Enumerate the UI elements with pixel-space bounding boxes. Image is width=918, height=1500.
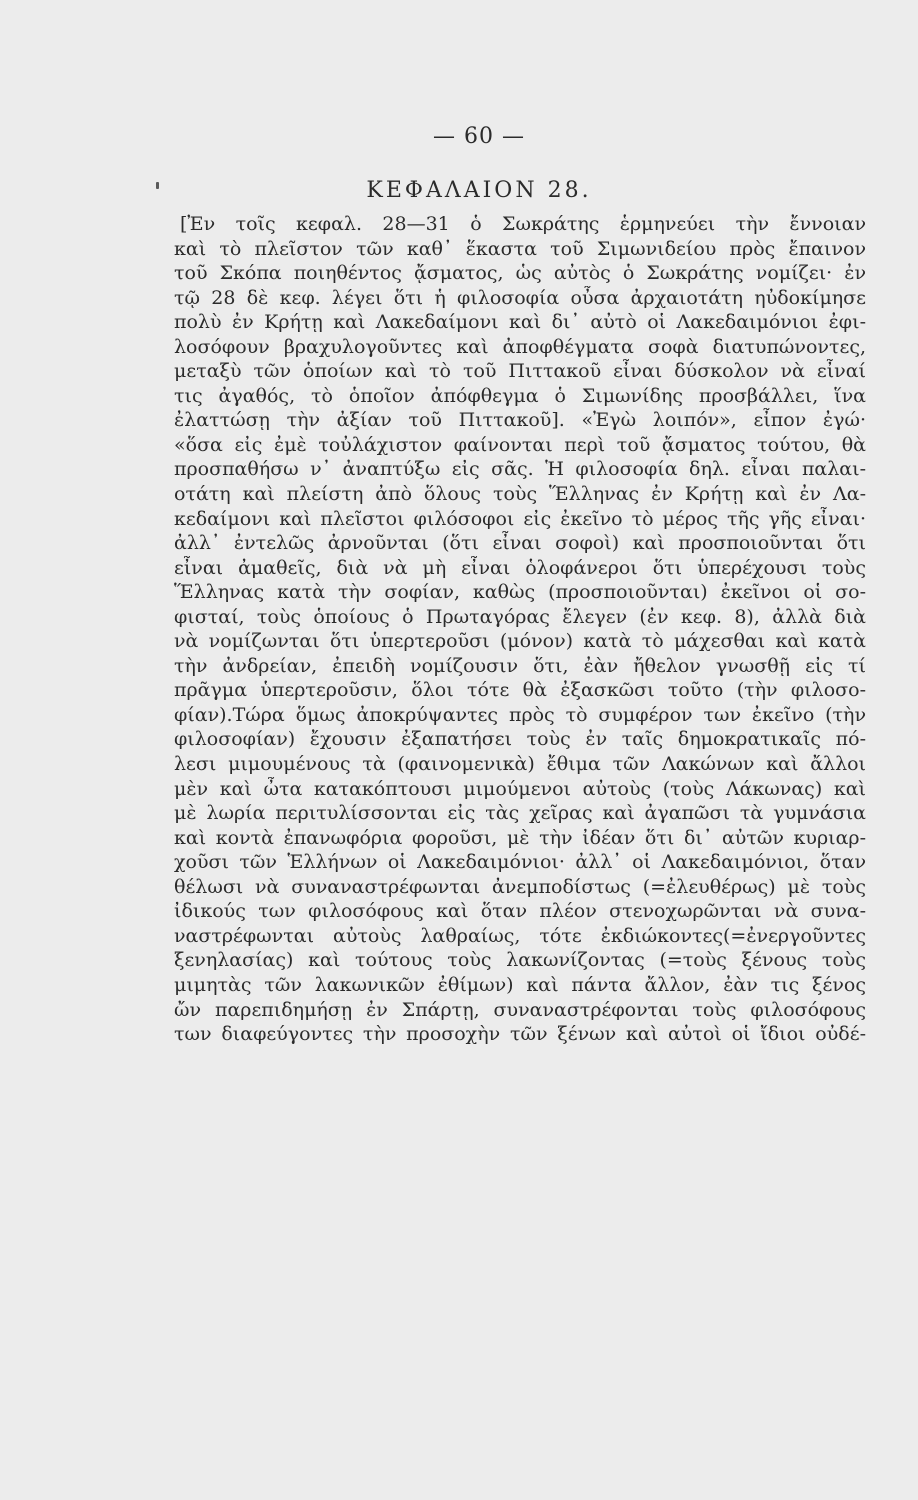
text-line: φιλοσοφίαν) ἔχουσιν ἐξαπατήσει τοὺς ἐν ταῖς δημοκρατικαῖς πό- <box>174 728 866 751</box>
text-line: πολὺ ἐν Κρήτῃ καὶ Λακεδαίμονι καὶ δι᾽ αὐτὸ οἱ Λακεδαιμόνιοι ἐφι- <box>174 311 866 334</box>
text-line: θέλωσι νὰ συναναστρέφωνται ἀνεμποδίστως (=ἐλευθέρως) μὲ τοὺς <box>174 875 866 898</box>
text-line: μιμητὰς τῶν λακωνικῶν ἐθίμων) καὶ πάντα ἄλλον, ἐὰν τις ξένος <box>174 973 866 996</box>
text-line: ἀλλ᾽ ἐντελῶς ἀρνοῦνται (ὅτι εἶναι σοφοὶ) καὶ προσποιοῦνται ὅτι <box>174 532 866 555</box>
text-line: καὶ κοντὰ ἐπανωφόρια φοροῦσι, μὲ τὴν ἰδέαν ὅτι δι᾽ αὐτῶν κυριαρ- <box>174 826 866 849</box>
text-line: χοῦσι τῶν Ἑλλήνων οἱ Λακεδαιμόνιοι· ἀλλ᾽ οἱ Λακεδαιμόνιοι, ὅταν <box>174 851 866 874</box>
text-line: μὲ λωρία περιτυλίσσονται εἰς τὰς χεῖρας καὶ ἀγαπῶσι τὰ γυμνάσια <box>174 802 866 825</box>
text-line: «ὅσα εἰς ἐμὲ τοὐλάχιστον φαίνονται περὶ τοῦ ᾄσματος τούτου, θὰ <box>174 433 866 456</box>
text-line: τις ἀγαθός, τὸ ὁποῖον ἀπόφθεγμα ὁ Σιμωνίδης προσβάλλει, ἵνα <box>174 384 866 407</box>
text-line: ἰδικούς των φιλοσόφους καὶ ὅταν πλέον στενοχωρῶνται νὰ συνα- <box>174 900 866 923</box>
text-line: φισταί, τοὺς ὁποίους ὁ Πρωταγόρας ἔλεγεν (ἐν κεφ. 8), ἀλλὰ διὰ <box>174 605 866 628</box>
text-line: προσπαθήσω ν᾽ ἀναπτύξω εἰς σᾶς. Ἡ φιλοσοφία δηλ. εἶναι παλαι- <box>174 458 866 481</box>
text-line: οτάτη καὶ πλείστη ἀπὸ ὅλους τοὺς Ἕλληνας ἐν Κρήτῃ καὶ ἐν Λα- <box>174 483 866 506</box>
text-line: τὴν ἀνδρείαν, ἐπειδὴ νομίζουσιν ὅτι, ἐὰν ἤθελον γνωσθῇ εἰς τί <box>174 654 866 677</box>
text-line: καὶ τὸ πλεῖστον τῶν καθ᾽ ἕκαστα τοῦ Σιμωνιδείου πρὸς ἔπαινον <box>174 237 866 260</box>
text-line: λεσι μιμουμένους τὰ (φαινομενικὰ) ἔθιμα τῶν Λακώνων καὶ ἄλλοι <box>174 753 866 776</box>
chapter-title: ΚΕΦΑΛΑΙΟΝ 28. <box>366 178 592 203</box>
text-line: τῷ 28 δὲ κεφ. λέγει ὅτι ἡ φιλοσοφία οὖσα ἀρχαιοτάτη ηὐδοκίμησε <box>174 286 866 309</box>
text-line: τοῦ Σκόπα ποιηθέντος ᾄσματος, ὡς αὐτὸς ὁ Σωκράτης νομίζει· ἐν <box>174 262 866 285</box>
text-line: ὤν παρεπιδημήσῃ ἐν Σπάρτῃ, συναναστρέφονται τοὺς φιλοσόφους <box>174 998 866 1021</box>
text-line: εἶναι ἀμαθεῖς, διὰ νὰ μὴ εἶναι ὁλοφάνεροι ὅτι ὑπερέχουσι τοὺς <box>174 556 866 579</box>
text-line: λοσόφουν βραχυλογοῦντες καὶ ἀποφθέγματα σοφὰ διατυπώνοντες, <box>174 335 866 358</box>
text-line: κεδαίμονι καὶ πλεῖστοι φιλόσοφοι εἰς ἐκεῖνο τὸ μέρος τῆς γῆς εἶναι· <box>174 507 866 530</box>
text-line: ναστρέφωνται αὐτοὺς λαθραίως, τότε ἐκδιώκοντες(=ἐνεργοῦντες <box>174 924 866 947</box>
text-line: ἐλαττώσῃ τὴν ἀξίαν τοῦ Πιττακοῦ]. «Ἐγὼ λοιπόν», εἶπον ἐγώ· <box>174 409 866 432</box>
body-text <box>174 212 866 1047</box>
text-line: πρᾶγμα ὑπερτεροῦσιν, ὅλοι τότε θὰ ἐξασκῶσι τοῦτο (τὴν φιλοσο- <box>174 679 866 702</box>
page-number: — 60 — <box>433 124 525 149</box>
text-line: νὰ νομίζωνται ὅτι ὑπερτεροῦσι (μόνον) κατὰ τὸ μάχεσθαι καὶ κατὰ <box>174 630 866 653</box>
text-line: των διαφεύγοντες τὴν προσοχὴν τῶν ξένων καὶ αὐτοὶ οἱ ἴδιοι οὐδέ- <box>174 1023 866 1046</box>
text-line: μεταξὺ τῶν ὁποίων καὶ τὸ τοῦ Πιττακοῦ εἶναι δύσκολον νὰ εἶναί <box>174 360 866 383</box>
text-line: φίαν).Τώρα ὅμως ἀποκρύψαντες πρὸς τὸ συμφέρον των ἐκεῖνο (τὴν <box>174 703 866 726</box>
text-line: μὲν καὶ ὦτα κατακόπτουσι μιμούμενοι αὐτοὺς (τοὺς Λάκωνας) καὶ <box>174 777 866 800</box>
text-line: ξενηλασίας) καὶ τούτους τοὺς λακωνίζοντας (=τοὺς ξένους τοὺς <box>174 949 866 972</box>
text-line: [Ἐν τοῖς κεφαλ. 28—31 ὁ Σωκράτης ἑρμηνεύει τὴν ἔννοιαν <box>180 213 866 235</box>
text-line: Ἕλληνας κατὰ τὴν σοφίαν, καθὼς (προσποιοῦνται) ἐκεῖνοι οἱ σο- <box>174 581 866 604</box>
